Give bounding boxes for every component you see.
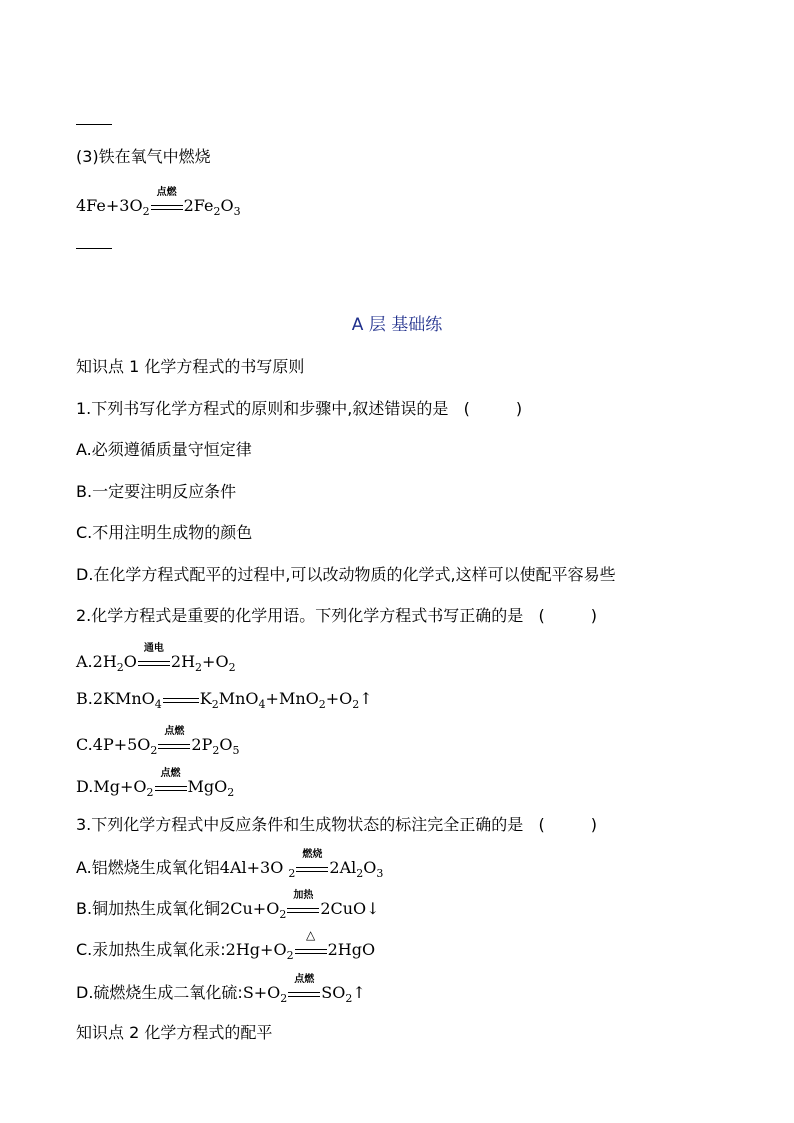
knowledge-point-2-title: 知识点 2 化学方程式的配平 [76,1023,273,1042]
equals-sign [288,992,320,997]
question-1-option-c[interactable]: C.不用注明生成物的颜色 [76,523,253,542]
equals-sign [287,908,319,913]
question-2-stem: 2.化学方程式是重要的化学用语。下列化学方程式书写正确的是 ( ) [76,606,598,625]
condition-label: 加热 [293,890,314,901]
equals-sign [158,744,190,749]
answer-blank-line [76,248,112,249]
equals-sign [151,205,183,210]
question-3-option-b[interactable]: B.铜加热生成氧化铜$2Cu+O_2$ 加热 2CuO↓ [76,890,380,921]
question-3-option-a[interactable]: A.铝燃烧生成氧化铝4Al+3O $_2$ 燃烧 $2Al_2O_3$ [76,849,384,880]
answer-blank-line [76,124,112,125]
question-3-stem: 3.下列化学方程式中反应条件和生成物状态的标注完全正确的是 ( ) [76,815,598,834]
question-2-option-a[interactable]: $A.2H_2O$ 通电 $2H_2+O_2$ [76,643,236,674]
equals-sign [163,698,199,703]
question-2-option-b[interactable]: B.2KMnO$_4$ $K_2MnO_4+MnO_2+O_2↑$ [76,689,373,711]
equals-sign [295,949,327,954]
knowledge-point-1-title: 知识点 1 化学方程式的书写原则 [76,357,305,376]
condition-label: 点燃 [294,974,315,985]
equation-iron-combustion: $4Fe+3O_2$ 点燃 $2Fe_2O_3$ [76,187,241,218]
equals-sign [296,867,328,872]
condition-label: 燃烧 [302,849,323,860]
condition-label: 点燃 [160,768,181,779]
equals-sign [155,786,187,791]
equals-sign [138,661,170,666]
question-2-option-d[interactable]: $D.Mg+O_2$ 点燃 MgO$_2$ [76,768,235,799]
question-1-option-d[interactable]: D.在化学方程式配平的过程中,可以改动物质的化学式,这样可以使配平容易些 [76,565,616,584]
section-title: A 层 基础练 [351,315,443,335]
heat-triangle-icon: △ [305,928,316,942]
question-1-option-a[interactable]: A.必须遵循质量守恒定律 [76,440,252,459]
question-1-option-b[interactable]: B.一定要注明反应条件 [76,482,237,501]
question-3-option-d[interactable]: D.硫燃烧生成二氧化硫$:S+O_2$ 点燃 $SO_2↑$ [76,974,366,1005]
question-3-option-c[interactable]: C.汞加热生成氧化汞$:2Hg+O_2$ △ 2HgO [76,928,376,962]
item-3-label: (3)铁在氧气中燃烧 [76,147,211,166]
question-2-option-c[interactable]: $C.4P+5O_2$ 点燃 $2P_2O_5$ [76,726,240,757]
question-1-stem: 1.下列书写化学方程式的原则和步骤中,叙述错误的是 ( ) [76,399,523,418]
condition-label: 点燃 [164,726,185,737]
condition-label: 通电 [143,643,164,654]
condition-label: 点燃 [156,187,177,198]
